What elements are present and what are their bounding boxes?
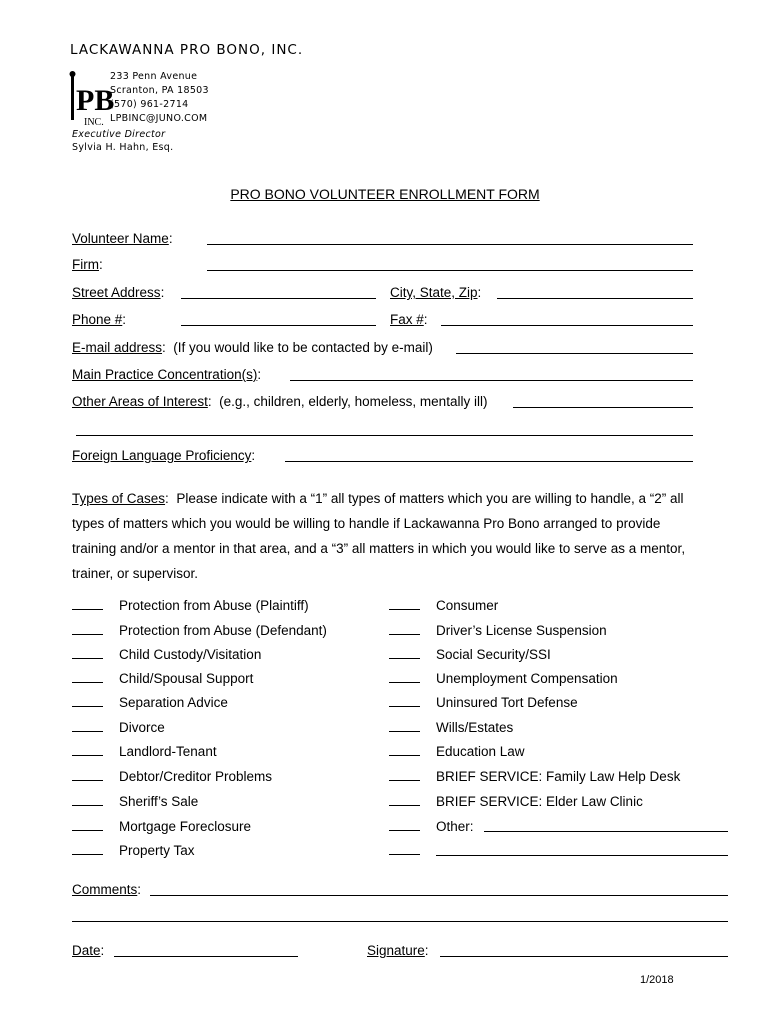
fax-label: Fax # — [390, 312, 424, 327]
case-rating-blank[interactable] — [72, 719, 103, 732]
city-state-zip-row: City, State, Zip: — [390, 285, 482, 300]
case-rating-blank[interactable] — [389, 597, 420, 610]
case-rating-blank[interactable] — [389, 670, 420, 683]
address-phone: (570) 961-2714 — [110, 99, 189, 110]
case-item: Social Security/SSI — [389, 646, 551, 662]
case-rating-blank[interactable] — [389, 818, 420, 831]
street-address-label: Street Address — [72, 285, 161, 300]
email-field[interactable] — [456, 341, 693, 354]
address-email: LPBINC@JUNO.COM — [110, 113, 208, 124]
foreign-language-row: Foreign Language Proficiency: — [72, 448, 256, 463]
case-rating-blank[interactable] — [72, 768, 103, 781]
volunteer-name-row: Volunteer Name: — [72, 231, 173, 246]
other-label: Other: — [436, 819, 474, 834]
case-item: Wills/Estates — [389, 719, 513, 735]
volunteer-name-label: Volunteer Name — [72, 231, 169, 246]
main-practice-field[interactable] — [290, 368, 693, 381]
case-rating-blank[interactable] — [72, 743, 103, 756]
address-line-1: 233 Penn Avenue — [110, 71, 198, 82]
city-state-zip-label: City, State, Zip — [390, 285, 478, 300]
other-field[interactable] — [484, 819, 728, 832]
case-rating-blank[interactable] — [389, 719, 420, 732]
date-row: Date: — [72, 943, 105, 958]
email-row: E-mail address: (If you would like to be contacted by e-mail) — [72, 340, 433, 355]
case-item: Driver’s License Suspension — [389, 622, 607, 638]
address-line-2: Scranton, PA 18503 — [110, 85, 209, 96]
phone-field[interactable] — [181, 313, 376, 326]
case-rating-blank[interactable] — [72, 793, 103, 806]
street-address-row: Street Address: — [72, 285, 165, 300]
lpb-logo — [68, 70, 115, 128]
case-rating-blank[interactable] — [72, 818, 103, 831]
case-item: Property Tax — [72, 842, 195, 858]
email-note: (If you would like to be contacted by e-mail) — [173, 340, 433, 355]
case-item: Sheriff’s Sale — [72, 793, 198, 809]
main-practice-label: Main Practice Concentration(s) — [72, 367, 258, 382]
other-areas-row: Other Areas of Interest: (e.g., children, elderly, homeless, mentally ill) — [72, 394, 488, 409]
case-rating-blank[interactable] — [389, 694, 420, 707]
signature-label: Signature — [367, 943, 425, 958]
comments-row: Comments: — [72, 882, 142, 897]
case-item: Consumer — [389, 597, 498, 613]
fax-row: Fax #: — [390, 312, 428, 327]
case-item: Divorce — [72, 719, 165, 735]
case-item: Education Law — [389, 743, 525, 759]
phone-label: Phone # — [72, 312, 123, 327]
types-of-cases-paragraph: Types of Cases: Please indicate with a “1” all types of matters which you are willing to handle, a “2” all types of matters which you would be willing to handle if Lackawanna Pro Bono arranged to provide training and/or a mentor in that area, and a “3” all matters in which you would like to serve as a mentor, trainer, or supervisor. — [72, 491, 686, 581]
comments-label: Comments — [72, 882, 138, 897]
revision-date: 1/2018 — [640, 974, 674, 986]
case-rating-blank[interactable] — [389, 842, 420, 855]
signature-row: Signature: — [367, 943, 429, 958]
case-item: Uninsured Tort Defense — [389, 694, 578, 710]
case-rating-blank[interactable] — [389, 768, 420, 781]
case-item: Child/Spousal Support — [72, 670, 253, 686]
firm-row: Firm: — [72, 257, 103, 272]
case-item: Landlord-Tenant — [72, 743, 217, 759]
phone-row: Phone #: — [72, 312, 127, 327]
date-field[interactable] — [114, 944, 298, 957]
case-item: Separation Advice — [72, 694, 228, 710]
case-rating-blank[interactable] — [72, 622, 103, 635]
case-rating-blank[interactable] — [72, 670, 103, 683]
case-rating-blank[interactable] — [72, 646, 103, 659]
signature-field[interactable] — [440, 944, 728, 957]
case-rating-blank[interactable] — [389, 743, 420, 756]
case-item-other-2 — [389, 842, 436, 858]
other-areas-note: (e.g., children, elderly, homeless, mentally ill) — [219, 394, 488, 409]
case-rating-blank[interactable] — [389, 622, 420, 635]
case-rating-blank[interactable] — [72, 694, 103, 707]
foreign-language-field[interactable] — [285, 449, 693, 462]
comments-field[interactable] — [150, 883, 728, 896]
case-item: BRIEF SERVICE: Elder Law Clinic — [389, 793, 643, 809]
organization-name: LACKAWANNA PRO BONO, INC. — [70, 42, 304, 58]
case-rating-blank[interactable] — [72, 842, 103, 855]
case-item: Debtor/Creditor Problems — [72, 768, 272, 784]
form-title: PRO BONO VOLUNTEER ENROLLMENT FORM — [230, 186, 540, 202]
case-rating-blank[interactable] — [72, 597, 103, 610]
types-of-cases-instructions: Please indicate with a “1” all types of matters which you are willing to handle, a “2” all types of matters which you would be willing to handle if Lackawanna Pro Bono arranged to provide training and/or a mentor in that area, and a “3” all matters in which you would like to serve as a mentor, trainer, or supervisor. — [72, 491, 686, 581]
types-of-cases-label: Types of Cases — [72, 491, 166, 506]
comments-field-line-2[interactable] — [72, 909, 728, 922]
volunteer-name-field[interactable] — [207, 232, 693, 245]
other-areas-field[interactable] — [513, 395, 693, 408]
email-label: E-mail address — [72, 340, 163, 355]
main-practice-row: Main Practice Concentration(s): — [72, 367, 262, 382]
case-item: Protection from Abuse (Defendant) — [72, 622, 327, 638]
other-field-line-2[interactable] — [436, 843, 728, 856]
fax-field[interactable] — [441, 313, 693, 326]
other-areas-field-line-2[interactable] — [76, 423, 693, 436]
case-item-other — [389, 818, 474, 834]
executive-name: Sylvia H. Hahn, Esq. — [72, 142, 174, 153]
date-label: Date — [72, 943, 101, 958]
firm-label: Firm — [72, 257, 99, 272]
case-item: Mortgage Foreclosure — [72, 818, 251, 834]
case-rating-blank[interactable] — [389, 793, 420, 806]
case-rating-blank[interactable] — [389, 646, 420, 659]
case-item: Protection from Abuse (Plaintiff) — [72, 597, 309, 613]
logo-letters: PB — [76, 84, 115, 117]
foreign-language-label: Foreign Language Proficiency — [72, 448, 252, 463]
street-address-field[interactable] — [181, 286, 376, 299]
case-item: BRIEF SERVICE: Family Law Help Desk — [389, 768, 680, 784]
executive-title: Executive Director — [72, 129, 166, 140]
logo-inc: INC. — [84, 117, 104, 128]
case-item: Child Custody/Visitation — [72, 646, 261, 662]
city-state-zip-field[interactable] — [497, 286, 693, 299]
other-areas-label: Other Areas of Interest — [72, 394, 208, 409]
case-item: Unemployment Compensation — [389, 670, 618, 686]
firm-field[interactable] — [207, 258, 693, 271]
